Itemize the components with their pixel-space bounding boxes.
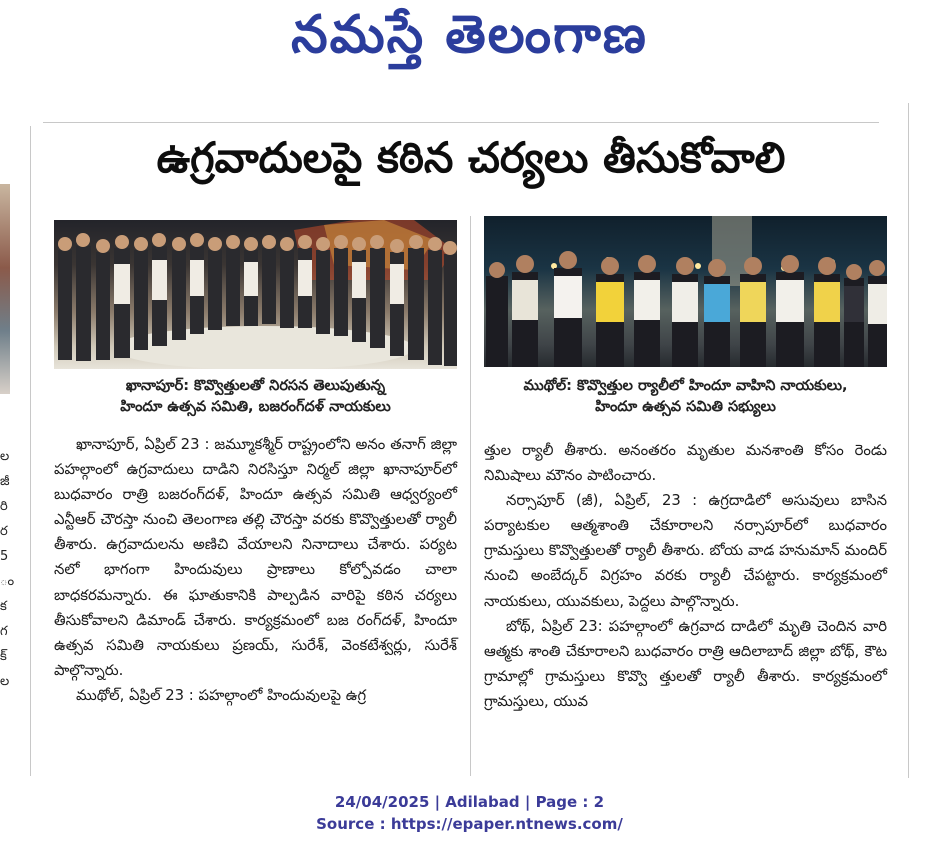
paragraph-boath: బోథ్‌, ఏప్రిల్‌ 23: పహల్గాంలో ఉగ్రవాద దాడిలో మృతి చెందిన వారి ఆత్మకు శాంతి చేకూరాలని బుధవారం రాత్రి ఆదిలాబాద్‌ జిల్లా బోథ్‌, కౌట గ్రామాల్లో గ్రామస్తులు కొవ్వొ త్తులతో ర్యాలీ తీశారు. కార్యక్రమంలో గ్రామస్తులు, యువ: [484, 617, 887, 710]
photo-illustration-2: [484, 216, 887, 367]
column-divider-left: [30, 126, 31, 776]
article-column-2: [484, 438, 887, 714]
paragraph-narsapur: నర్సాపూర్‌ (జీ), ఏప్రిల్‌, 23 : ఉగ్రదాడిలో అసువులు బాసిన పర్యాటకుల ఆత్మశాంతి చేకూరాలని నర్సాపూర్‌లో బుధవారం గ్రామస్తులు కొవ్వొత్తులతో ర్యాలీ తీశారు. బోయ వాడ హనుమాన్‌ మందిర్‌ నుంచి అంబేద్కర్‌ విగ్రహం వరకు ర్యాలీ చేపట్టారు. కార్యక్రమంలో నాయకులు, యువకులు, పెద్దలు పాల్గొన్నారు.: [484, 492, 887, 610]
column-divider-middle: [470, 216, 471, 776]
adjacent-text-char: క్: [0, 649, 7, 664]
article-column-1: [54, 432, 457, 708]
adjacent-text-char: ం: [0, 574, 15, 589]
top-rule: [43, 122, 879, 123]
paragraph-khanapur: ఖానాపూర్‌, ఏప్రిల్‌ 23 : జమ్మూకశ్మీర్‌ రాష్ట్రంలోని అనం తనాగ్‌ జిల్లా పహల్గాంలో ఉగ్రవాదులు దాడిని నిరసిస్తూ నిర్మల్‌ జిల్లా ఖానాపూర్‌లో బుధవారం రాత్రి బజరంగ్‌దళ్‌, హిందూ ఉత్సవ సమితి ఆధ్వర్యంలో ఎన్టీఆర్‌ చౌరస్తా నుంచి తెలంగాణ తల్లి చౌరస్తా వరకు కొవ్వొత్తులతో ర్యాలీ తీశారు. ఉగ్రవాదులను అణిచి వేయాలని నినాదాలు చేశారు. పర్యట నలో భాగంగా హిందువులు ప్రాణాలు కోల్పోవడం చాలా బాధకరమన్నారు. ఈ ఘాతుకానికి పాల్పడిన వారిపై కఠిన చర్యలు తీసుకోవాలని డిమాండ్‌ చేశారు. కార్యక్రమంలో బజ రంగ్‌దళ్‌, హిందూ ఉత్సవ సమితి నాయకులు ప్రణయ్‌, సురేశ్‌, వెంకటేశ్వర్లు, సురేశ్‌ పాల్గొన్నారు.: [54, 436, 457, 679]
newspaper-logo: నమస్తే తెలంగాణ: [291, 4, 648, 65]
photo1-caption: [54, 376, 457, 418]
adjacent-text-char: క: [0, 599, 7, 614]
masthead: [0, 2, 939, 80]
adjacent-text-fragment: [0, 444, 15, 694]
mudhol-rally-photo: [484, 216, 887, 367]
photo2-caption: [484, 376, 887, 418]
photo1-caption-line1: ఖానాపూర్‌: కొవ్వొత్తులతో నిరసన తెలుపుతున్న: [125, 378, 386, 394]
khanapur-rally-photo: [54, 220, 457, 369]
adjacent-text-char: జీ: [0, 474, 10, 489]
adjacent-text-char: ర: [0, 524, 8, 539]
article-headline: ఉగ్రవాదులపై కఠిన చర్యలు తీసుకోవాలి: [156, 133, 786, 182]
source-link[interactable]: Source : https://epaper.ntnews.com/: [316, 815, 623, 833]
photo-illustration: [54, 220, 457, 369]
adjacent-article-fragment: [0, 126, 15, 689]
paragraph-mudhol: ముథోల్‌, ఏప్రిల్‌ 23 : పహల్గాంలో హిందువులపై ఉగ్ర: [76, 686, 367, 704]
column-divider-right: [908, 103, 909, 778]
paragraph-mudhol-continued: త్తుల ర్యాలీ తీశారు. అనంతరం మృతుల మనశాంతి కోసం రెండు నిమిషాలు మౌనం పాటించారు.: [484, 442, 887, 485]
photo2-caption-line2: హిందూ ఉత్సవ సమితి సభ్యులు: [595, 399, 776, 415]
adjacent-photo-fragment: [0, 184, 10, 394]
publication-date-line: 24/04/2025 | Adilabad | Page : 2: [334, 793, 605, 811]
photo2-caption-line1: ముథోల్‌: కొవ్వొత్తుల ర్యాలీలో హిందూ వాహిని నాయకులు,: [523, 378, 848, 394]
adjacent-text-char: ల: [0, 674, 10, 689]
adjacent-text-char: గ: [0, 624, 8, 639]
photo1-caption-line2: హిందూ ఉత్సవ సమితి, బజరంగ్‌దళ్‌ నాయకులు: [120, 399, 391, 415]
adjacent-text-char: రి: [0, 499, 8, 514]
adjacent-text-char: ల: [0, 449, 10, 464]
adjacent-text-char: 5: [0, 549, 9, 564]
